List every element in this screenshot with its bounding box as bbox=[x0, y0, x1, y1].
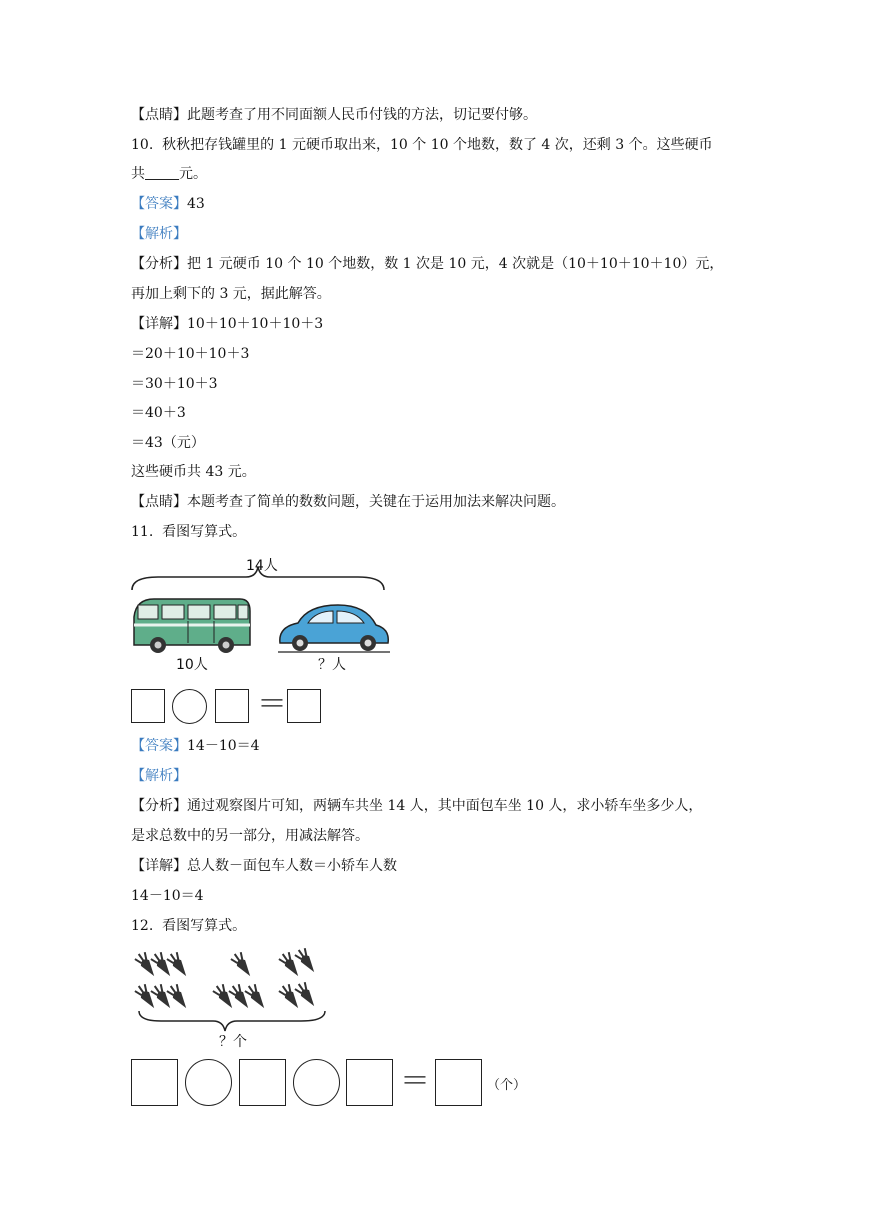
question-10-line1 bbox=[131, 135, 713, 155]
dianjing-tag: 【点睛】 bbox=[131, 107, 187, 123]
carrot-icon bbox=[230, 951, 255, 980]
fenxi-text: 把 1 元硬币 10 个 10 个地数，数 1 次是 10 元，4 次就是（10＋10＋10＋10）元， bbox=[187, 256, 724, 272]
total-carrots-label: ？个 bbox=[219, 1034, 247, 1050]
van-icon bbox=[134, 599, 250, 653]
xiangjie-tag: 【详解】 bbox=[131, 316, 187, 332]
answer-text: 43 bbox=[187, 196, 205, 212]
vehicles-figure bbox=[128, 555, 393, 675]
carrots-illustration bbox=[131, 945, 336, 1037]
answer-box[interactable] bbox=[131, 689, 165, 723]
fenxi-text: 通过观察图片可知，两辆车共坐 14 人，其中面包车坐 10 人，求小轿车坐多少人， bbox=[187, 798, 703, 814]
question-12-line bbox=[131, 916, 246, 936]
equals-sign: ＝ bbox=[400, 1064, 430, 1099]
equals-sign: ＝ bbox=[257, 687, 287, 722]
answer-text: 14－10＝4 bbox=[187, 738, 260, 754]
carrot-icon bbox=[278, 983, 303, 1012]
q10-dianjing-line bbox=[131, 492, 565, 512]
q10-answer-line bbox=[131, 194, 205, 214]
operator-circle[interactable] bbox=[293, 1059, 340, 1106]
total-people-label: 14人 bbox=[246, 558, 278, 574]
q10-step: ＝40＋3 bbox=[131, 405, 186, 421]
answer-box[interactable] bbox=[215, 689, 249, 723]
unit-label: （个） bbox=[487, 1078, 527, 1093]
question-text: 秋秋把存钱罐里的 1 元硬币取出来，10 个 10 个地数，数了 4 次，还剩 3 个。这些硬币 bbox=[162, 137, 713, 153]
answer-tag: 【答案】 bbox=[131, 738, 187, 754]
q10-step: ＝43（元） bbox=[131, 435, 205, 451]
dianjing-tag: 【点睛】 bbox=[131, 494, 187, 510]
question-number: 12. bbox=[131, 918, 154, 934]
q11-jiexi-line bbox=[131, 766, 187, 786]
fenxi-tag: 【分析】 bbox=[131, 256, 187, 272]
xiangjie-tag: 【详解】 bbox=[131, 858, 187, 874]
q10-fenxi-line2 bbox=[131, 284, 331, 304]
question-text: 看图写算式。 bbox=[162, 918, 247, 934]
jiexi-tag: 【解析】 bbox=[131, 768, 187, 784]
question-number: 11. bbox=[131, 524, 154, 540]
question-10-line2 bbox=[131, 164, 207, 184]
question-text: 看图写算式。 bbox=[162, 524, 247, 540]
question-11-line bbox=[131, 522, 246, 542]
fenxi-tag: 【分析】 bbox=[131, 798, 187, 814]
jiexi-tag: 【解析】 bbox=[131, 226, 187, 242]
dianjing-text: 此题考查了用不同面额人民币付钱的方法，切记要付够。 bbox=[187, 107, 537, 123]
fenxi-text: 再加上剩下的 3 元，据此解答。 bbox=[131, 286, 331, 302]
carrot-icon bbox=[294, 947, 319, 976]
answer-box[interactable] bbox=[346, 1059, 393, 1106]
car-people-label: ？人 bbox=[318, 657, 346, 673]
q9-dianjing-line bbox=[131, 105, 537, 125]
answer-box[interactable] bbox=[287, 689, 321, 723]
answer-box[interactable] bbox=[131, 1059, 178, 1106]
q10-fenxi-line1 bbox=[131, 254, 723, 274]
question-number: 10. bbox=[131, 137, 154, 153]
carrots-figure bbox=[131, 945, 336, 1055]
q10-conclusion: 这些硬币共 43 元。 bbox=[131, 464, 256, 480]
fenxi-text: 是求总数中的另一部分，用减法解答。 bbox=[131, 828, 369, 844]
answer-box[interactable] bbox=[239, 1059, 286, 1106]
q11-fenxi-line1 bbox=[131, 796, 702, 816]
carrot-icon bbox=[294, 981, 319, 1010]
question-text: 共 bbox=[131, 166, 145, 182]
van-people-label: 10人 bbox=[176, 657, 208, 673]
q11-xiangjie-line bbox=[131, 856, 397, 876]
answer-tag: 【答案】 bbox=[131, 196, 187, 212]
answer-box[interactable] bbox=[435, 1059, 482, 1106]
xiangjie-text: 10＋10＋10＋10＋3 bbox=[187, 316, 324, 332]
q11-fenxi-line2 bbox=[131, 826, 369, 846]
q10-step: ＝30＋10＋3 bbox=[131, 376, 218, 392]
xiangjie-text: 总人数－面包车人数＝小轿车人数 bbox=[187, 858, 397, 874]
car-icon bbox=[278, 605, 390, 652]
question-text: 元。 bbox=[179, 166, 207, 182]
carrot-icon bbox=[278, 951, 303, 980]
dianjing-text: 本题考查了简单的数数问题，关键在于运用加法来解决问题。 bbox=[187, 494, 565, 510]
q10-step: ＝20＋10＋10＋3 bbox=[131, 346, 250, 362]
q10-jiexi-line bbox=[131, 224, 187, 244]
operator-circle[interactable] bbox=[172, 689, 207, 724]
q11-result: 14－10＝4 bbox=[131, 888, 204, 904]
q11-answer-line bbox=[131, 736, 260, 756]
operator-circle[interactable] bbox=[185, 1059, 232, 1106]
q10-xiangjie-line bbox=[131, 314, 323, 334]
answer-blank[interactable] bbox=[145, 165, 179, 180]
